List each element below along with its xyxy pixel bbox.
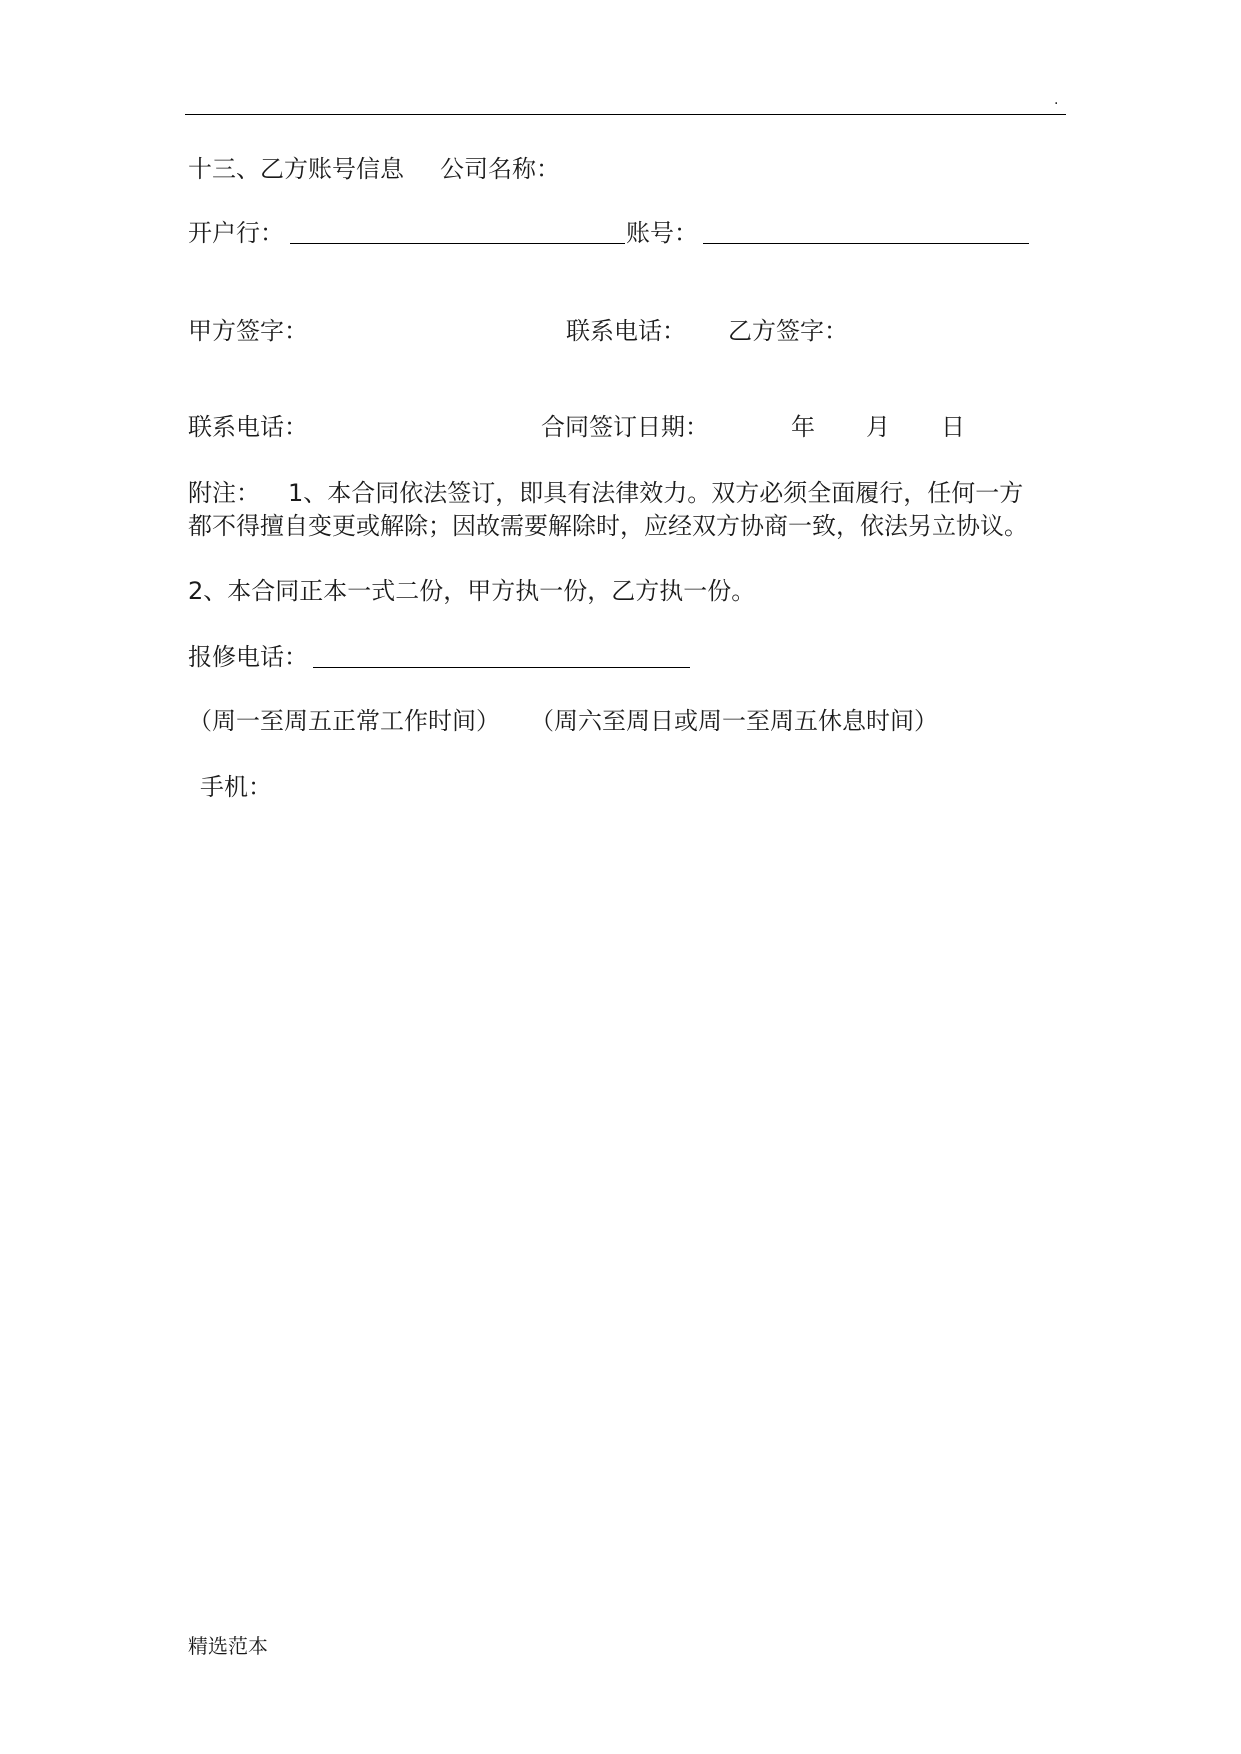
company-name-label: 公司名称： [440,155,560,183]
date-year: 年 [791,413,815,441]
account-underline [703,243,1029,244]
party-b-sign-label: 乙方签字： [728,317,848,345]
header-rule [185,114,1066,115]
notes-item-2: 2、本合同正本一式二份，甲方执一份，乙方执一份。 [188,577,756,605]
section-13-title: 十三、乙方账号信息 [188,155,404,183]
notes-label: 附注： [188,479,260,507]
contact-phone-label-2: 联系电话： [188,413,308,441]
mobile-label: 手机： [200,773,272,801]
hours-weekend: （周六至周日或周一至周五休息时间） [530,707,938,735]
notes-item-1-line-1: 1、本合同依法签订，即具有法律效力。双方必须全面履行，任何一方 [288,479,1024,507]
account-label: 账号： [626,219,698,247]
repair-phone-underline [313,667,690,668]
date-day: 日 [941,413,965,441]
bank-label: 开户行： [188,219,284,247]
repair-phone-label: 报修电话： [188,643,308,671]
footer-text: 精选范本 [188,1634,268,1658]
header-dot: . [1054,92,1059,108]
contact-phone-label-1: 联系电话： [566,317,686,345]
hours-weekday: （周一至周五正常工作时间） [188,707,500,735]
bank-underline [290,243,625,244]
contract-date-label: 合同签订日期： [541,413,709,441]
party-a-sign-label: 甲方签字： [188,317,308,345]
notes-item-1-line-2: 都不得擅自变更或解除；因故需要解除时，应经双方协商一致，依法另立协议。 [188,512,1028,540]
date-month: 月 [866,413,890,441]
